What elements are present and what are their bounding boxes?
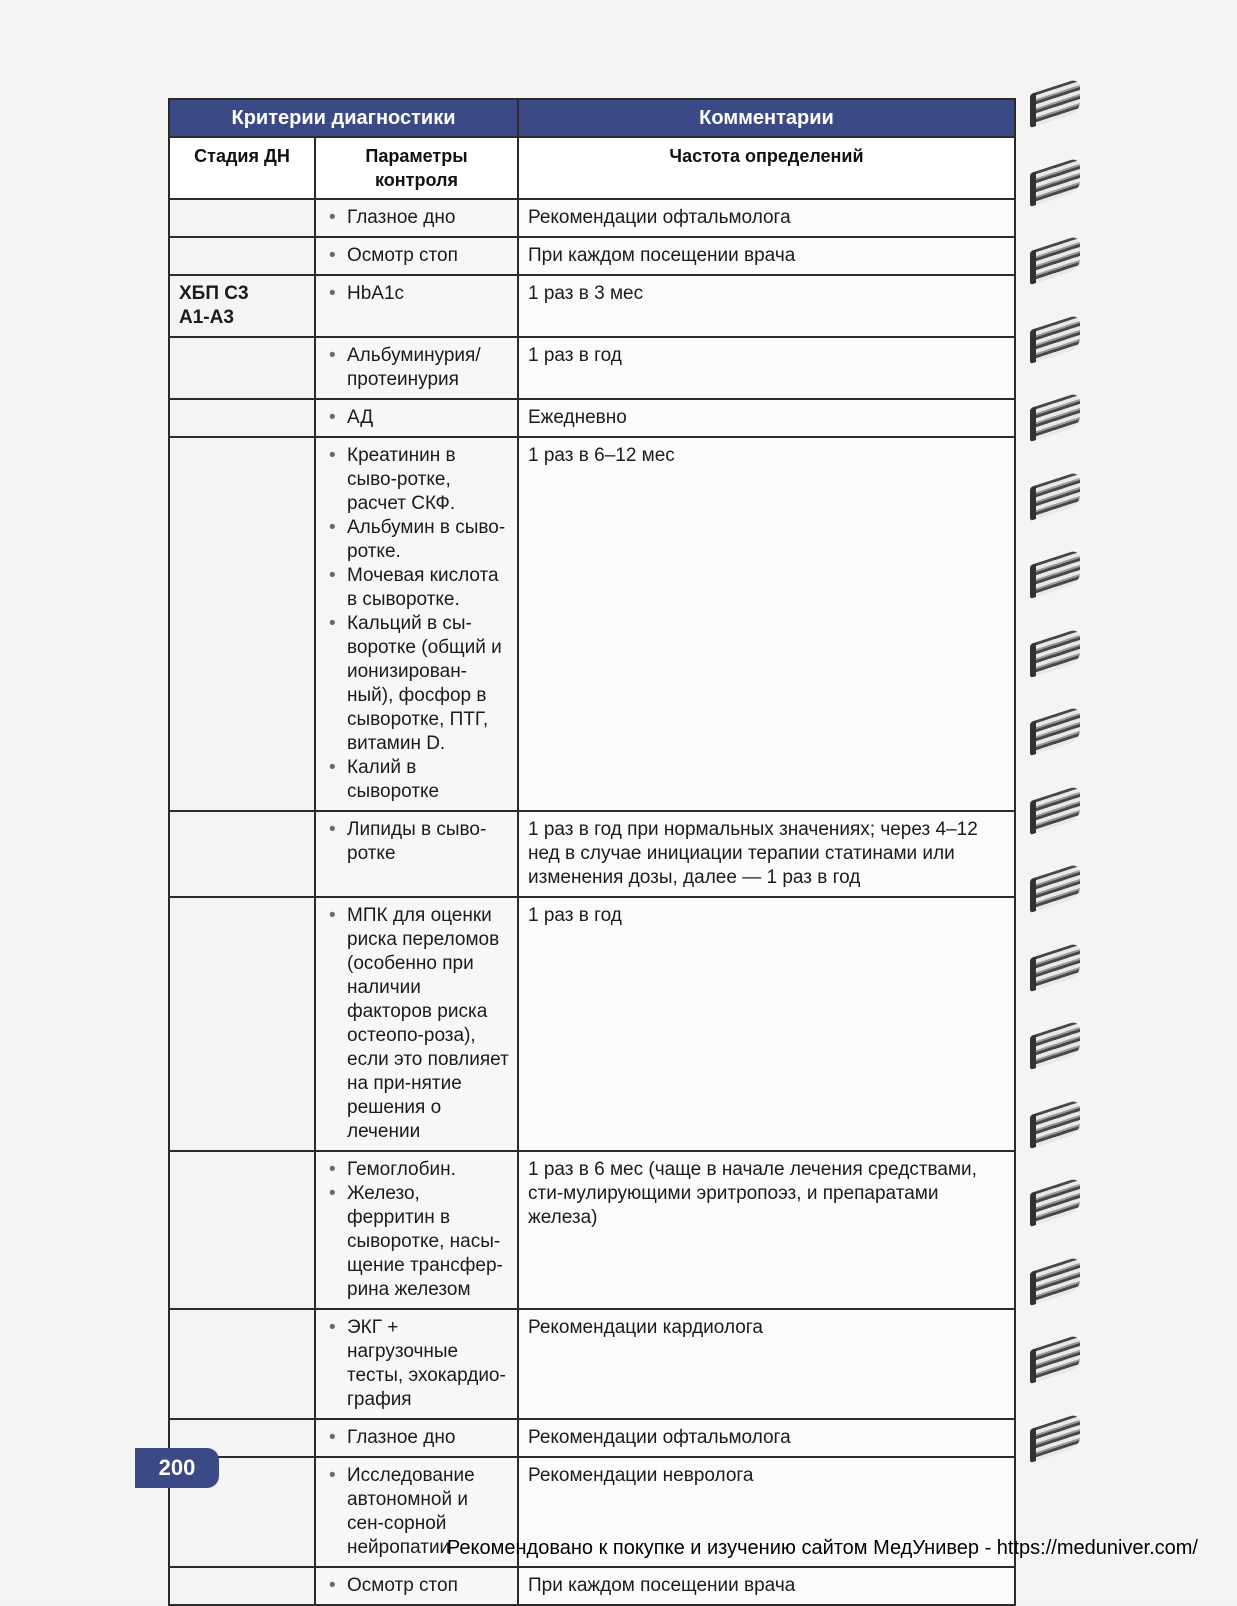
parameter-item: • АД [347, 406, 509, 430]
parameter-cell [315, 1419, 518, 1457]
parameter-item: • Глазное дно [347, 206, 509, 230]
parameter-cell [315, 1567, 518, 1605]
parameter-item: • Липиды в сыво-ротке [347, 818, 509, 866]
footer-credit: Рекомендовано к покупке и изучению сайтом МедУнивер - https://meduniver.com/ [446, 1537, 1198, 1559]
frequency-cell: Рекомендации офтальмолога [518, 199, 1015, 237]
frequency-cell: 1 раз в год [518, 337, 1015, 399]
parameter-item: • Альбуминурия/ протеинурия [347, 344, 509, 392]
parameter-cell [315, 811, 518, 897]
stage-cell [169, 399, 315, 437]
parameter-cell [315, 897, 518, 1151]
parameter-cell [315, 1309, 518, 1419]
stage-cell [169, 275, 315, 337]
stage-column-header: Стадия ДН [169, 137, 315, 199]
monitoring-table [168, 98, 1016, 1606]
parameter-item: • Исследование автономной и сен-сорной нейропатии [347, 1464, 509, 1560]
parameter-cell [315, 237, 518, 275]
parameter-cell [315, 437, 518, 811]
frequency-cell: При каждом посещении врача [518, 1567, 1015, 1605]
frequency-cell: 1 раз в 3 мес [518, 275, 1015, 337]
stage-cell [169, 199, 315, 237]
table-row [169, 1309, 1015, 1419]
table-row [169, 199, 1015, 237]
parameter-item: • Альбумин в сыво-ротке. [347, 516, 509, 564]
table-row [169, 1151, 1015, 1309]
frequency-cell: 1 раз в 6 мес (чаще в начале лечения средствами, сти-мулирующими эритропоэз, и препаратами железа) [518, 1151, 1015, 1309]
parameter-item: • Гемоглобин. [347, 1158, 509, 1182]
frequency-cell: Рекомендации офтальмолога [518, 1419, 1015, 1457]
stage-cell [169, 1151, 315, 1309]
criteria-header: Критерии диагностики [169, 99, 518, 137]
frequency-cell: При каждом посещении врача [518, 237, 1015, 275]
stage-cell [169, 811, 315, 897]
parameter-item: • Кальций в сы-воротке (общий и ионизирован-ный), фосфор в сыворотке, ПТГ, витамин D. [347, 612, 509, 756]
stage-cell [169, 437, 315, 811]
parameter-item: • Глазное дно [347, 1426, 509, 1450]
parameter-item: • Креатинин в сыво-ротке, расчет СКФ. [347, 444, 509, 516]
stage-cell [169, 237, 315, 275]
stage-label-line1: ХБП С3 [179, 283, 249, 304]
table-row [169, 811, 1015, 897]
stage-cell [169, 897, 315, 1151]
comments-header: Комментарии [518, 99, 1015, 137]
table-row [169, 337, 1015, 399]
parameter-item: • ЭКГ + нагрузочные тесты, эхокардио-графия [347, 1316, 509, 1412]
frequency-cell: Ежедневно [518, 399, 1015, 437]
stage-cell [169, 337, 315, 399]
frequency-cell: 1 раз в 6–12 мес [518, 437, 1015, 811]
frequency-cell: 1 раз в год при нормальных значениях; через 4–12 нед в случае инициации терапии статинами или изменения дозы, далее — 1 раз в год [518, 811, 1015, 897]
parameter-item: • Осмотр стоп [347, 1574, 509, 1598]
parameter-item: • Осмотр стоп [347, 244, 509, 268]
frequency-column-header: Частота определений [518, 137, 1015, 199]
table-row [169, 275, 1015, 337]
parameter-item: • Мочевая кислота в сыворотке. [347, 564, 509, 612]
table-row [169, 437, 1015, 811]
parameter-item: • Калий в сыворотке [347, 756, 509, 804]
parameter-cell [315, 399, 518, 437]
table-row [169, 399, 1015, 437]
frequency-cell: 1 раз в год [518, 897, 1015, 1151]
stage-cell [169, 1309, 315, 1419]
parameter-item: • Железо, ферритин в сыворотке, насы-щение трансфер-рина железом [347, 1182, 509, 1302]
parameter-cell [315, 1151, 518, 1309]
table-row [169, 897, 1015, 1151]
frequency-cell: Рекомендации кардиолога [518, 1309, 1015, 1419]
stage-cell [169, 1567, 315, 1605]
parameter-item: • МПК для оценки риска переломов (особенно при наличии факторов риска остеопо-роза), если это повлияет на при-нятие решения о лечении [347, 904, 509, 1144]
stage-label-line2: А1-А3 [179, 307, 234, 328]
table-row [169, 1419, 1015, 1457]
page-number: 200 [135, 1448, 219, 1488]
parameter-item: • HbA1c [347, 282, 509, 306]
parameter-cell [315, 199, 518, 237]
parameter-cell [315, 337, 518, 399]
frequency-cell: Рекомендации невролога [518, 1457, 1015, 1567]
parameter-cell [315, 275, 518, 337]
params-column-header: Параметры контроля [315, 137, 518, 199]
table-row [169, 1567, 1015, 1605]
table-row [169, 237, 1015, 275]
